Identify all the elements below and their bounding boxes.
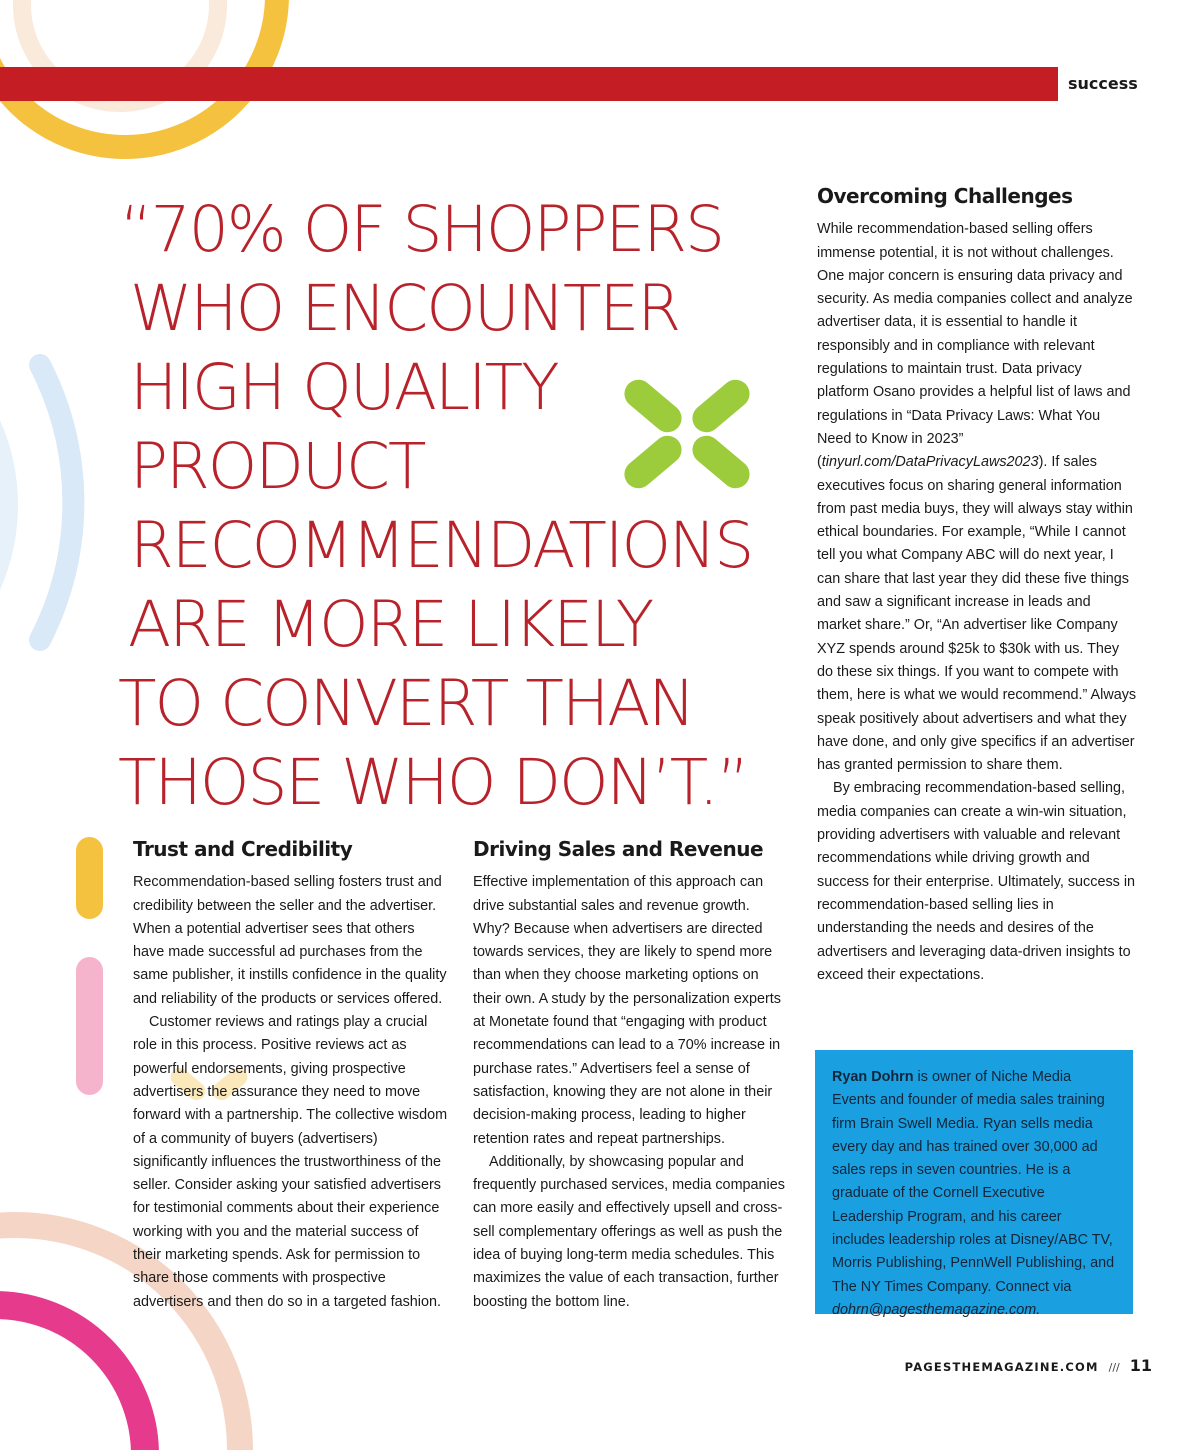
pull-quote-line: RECOMMENDATIONS xyxy=(130,509,753,582)
challenges-heading: Overcoming Challenges xyxy=(817,184,1073,208)
author-name: Ryan Dohrn xyxy=(832,1069,914,1085)
author-email-link[interactable]: dohrn@pagesthemagazine.com. xyxy=(832,1301,1041,1318)
trust-column xyxy=(133,838,449,1314)
challenges-column xyxy=(817,185,1137,987)
author-bio-box xyxy=(815,1050,1133,1318)
pull-quote-line: HIGH QUALITY xyxy=(130,351,558,424)
trust-paragraph: Recommendation-based selling fosters trust and credibility between the seller and the advertiser. When a potential advertiser sees that others have made successful ad purchases from the same publisher, it instills confidence in the quality and reliability of the products or services offered. xyxy=(133,874,447,1007)
pull-quote-line: ARE MORE LIKELY xyxy=(128,588,653,661)
pull-quote-line: “70% OF SHOPPERS xyxy=(120,193,724,266)
section-label: success xyxy=(1068,74,1138,93)
light-blue-arc-outer xyxy=(40,365,73,640)
pull-quote-line: PRODUCT xyxy=(130,430,425,503)
pull-quote-line: TO CONVERT THAN xyxy=(118,667,694,740)
author-bio-text: is owner of Niche Media Events and founder of media sales training firm Brain Swell Media. Ryan sells media every day and has trained over 30,000 ad sales reps in seven countries. He is a graduate of the Cornell Executive Leadership Program, and his career includes leadership roles at Disney/ABC TV, Morris Publishing, PennWell Publishing, and The NY Times Company. Connect via xyxy=(832,1069,1115,1295)
sales-heading: Driving Sales and Revenue xyxy=(473,837,764,861)
privacy-laws-link[interactable]: tinyurl.com/DataPrivacyLaws2023 xyxy=(821,454,1039,471)
trust-paragraph: Customer reviews and ratings play a crucial role in this process. Positive reviews act as powerful endorsements, giving prospective advertisers the assurance they need to move forward with a partnership. The collective wisdom of a community of buyers (advertisers) significantly influences the trustworthiness of the seller. Consider asking your satisfied advertisers for testimonial comments about their experience working with you and the material success of their marketing spends. Ask for permission to share those comments with prospective advertisers and then do so in a targeted fashion. xyxy=(133,1014,448,1310)
sales-paragraph: Effective implementation of this approach can drive substantial sales and revenue growth. Why? Because when advertisers are directed towards services, they are likely to spend more than when they choose marketing options on their own. A study by the personalization experts at Monetate found that “engaging with product recommendations can lead to a 70% increase in purchase rates.” Advertisers feel a sense of satisfaction, knowing they are not alone in their decision-making process, leading to higher retention rates and repeat partnerships. xyxy=(473,874,781,1147)
pull-quote xyxy=(118,190,808,822)
sales-column xyxy=(473,838,785,1314)
footer-site: PAGESTHEMAGAZINE.COM xyxy=(904,1360,1099,1374)
challenges-paragraph: While recommendation-based selling offers immense potential, it is not without challenges. One major concern is ensuring data privacy and security. As media companies collect and analyze advertiser data, it is essential to handle it responsibly and in compliance with relevant regulations to maintain trust. Data privacy platform Osano provides a helpful list of laws and regulations in “Data Privacy Laws: What You Need to Know in 2023” (tinyurl.com/DataPrivacyLaws2023). If sales executives focus on sharing general information from past media buys, they will always stay within ethical boundaries. For example, “While I cannot tell you what Company ABC will do next year, I can share that last year they did these five things and saw a significant increase in leads and market share.” Or, “An advertiser like Company XYZ spends around $25k to $30k with us. They do these six things. If you want to compete with them, here is what we would recommend.” Always speak positively about advertisers and what they have done, and only give specifics if an advertiser has granted permission to share them. xyxy=(817,221,1137,774)
footer-separator: /// xyxy=(1108,1361,1120,1374)
pink-pill xyxy=(76,957,103,1095)
sales-paragraph: Additionally, by showcasing popular and frequently purchased services, media companies can more easily and effectively upsell and cross-sell complementary offerings as well as push the idea of buying long-term media schedules. This maximizes the value of each transaction, further boosting the bottom line. xyxy=(473,1153,785,1310)
magenta-ring-bottom xyxy=(0,1305,145,1450)
header-red-bar xyxy=(0,67,1058,101)
yellow-pill xyxy=(76,837,103,919)
light-blue-arc-inner xyxy=(0,420,9,590)
pull-quote-line: THOSE WHO DON’T.” xyxy=(118,746,748,819)
footer xyxy=(905,1356,1152,1375)
page-number: 11 xyxy=(1129,1356,1152,1375)
challenges-paragraph: By embracing recommendation-based selling, media companies can create a win-win situation, providing advertisers with valuable and relevant recommendations while driving growth and success for their enterprise. Ultimately, success in recommendation-based selling lies in understanding the needs and desires of the advertisers and leveraging data-driven insights to exceed their expectations. xyxy=(817,780,1136,983)
page-footer xyxy=(944,1058,1154,1078)
pull-quote-line: WHO ENCOUNTER xyxy=(130,272,680,345)
trust-heading: Trust and Credibility xyxy=(133,837,353,861)
